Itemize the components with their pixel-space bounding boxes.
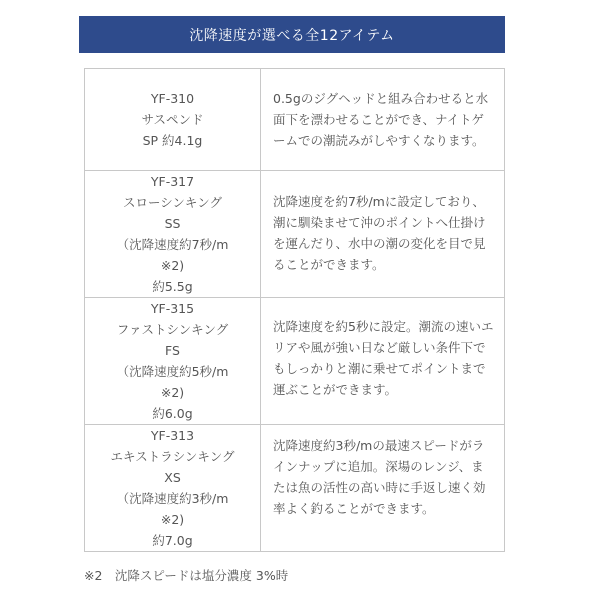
product-desc-cell	[261, 69, 505, 171]
product-description: 沈降速度を約5秒に設定。潮流の速いエリアや風が強い日など厳しい条件下でもしっかりと潮に乗せてポイントまで運ぶことができます。	[273, 319, 494, 397]
product-name-cell	[85, 69, 261, 171]
product-type: ファストシンキング	[116, 322, 229, 337]
product-type: エキストラシンキング	[110, 449, 235, 464]
product-code: YF-313	[150, 428, 195, 443]
product-name-cell	[85, 298, 261, 425]
product-code: YF-317	[150, 174, 195, 189]
product-table	[84, 68, 505, 552]
table-row	[85, 425, 505, 552]
product-weight: SP 約4.1g	[142, 133, 203, 148]
product-weight: 約7.0g	[152, 533, 193, 548]
product-abbrev: FS	[165, 343, 180, 358]
product-abbrev: SS	[164, 216, 181, 231]
product-note-ref: ※2)	[160, 258, 185, 273]
product-name-cell	[85, 171, 261, 298]
product-type: スローシンキング	[122, 195, 223, 210]
product-description: 沈降速度約3秒/mの最速スピードがラインナップに追加。深場のレンジ、または魚の活性の高い時に手返し速く効率よく釣ることができます。	[273, 438, 486, 516]
product-code: YF-310	[150, 91, 195, 106]
header-title: 沈降速度が選べる全12アイテム	[189, 27, 395, 44]
product-description: 沈降速度を約7秒/mに設定しており、潮に馴染ませて沖のポイントへ仕掛けを運んだり、水中の潮の変化を目で見ることができます。	[273, 194, 486, 272]
product-weight: 約5.5g	[152, 279, 193, 294]
table-row	[85, 298, 505, 425]
table-header-bar	[79, 16, 505, 53]
product-speed: （沈降速度約3秒/m	[116, 491, 229, 506]
product-abbrev: XS	[164, 470, 181, 485]
product-desc-cell	[261, 298, 505, 425]
product-name-cell	[85, 425, 261, 552]
product-desc-cell	[261, 425, 505, 552]
table-row	[85, 171, 505, 298]
product-weight: 約6.0g	[152, 406, 193, 421]
product-note-ref: ※2)	[160, 512, 185, 527]
product-desc-cell	[261, 171, 505, 298]
product-speed: （沈降速度約7秒/m	[116, 237, 229, 252]
table-row	[85, 69, 505, 171]
product-description: 0.5gのジグヘッドと組み合わせると水面下を漂わせることができ、ナイトゲームでの潮読みがしやすくなります。	[273, 91, 489, 148]
product-type: サスペンド	[141, 112, 204, 127]
product-code: YF-315	[150, 301, 195, 316]
product-note-ref: ※2)	[160, 385, 185, 400]
footnote: ※2 沈降スピードは塩分濃度 3%時	[84, 568, 289, 583]
product-speed: （沈降速度約5秒/m	[116, 364, 229, 379]
